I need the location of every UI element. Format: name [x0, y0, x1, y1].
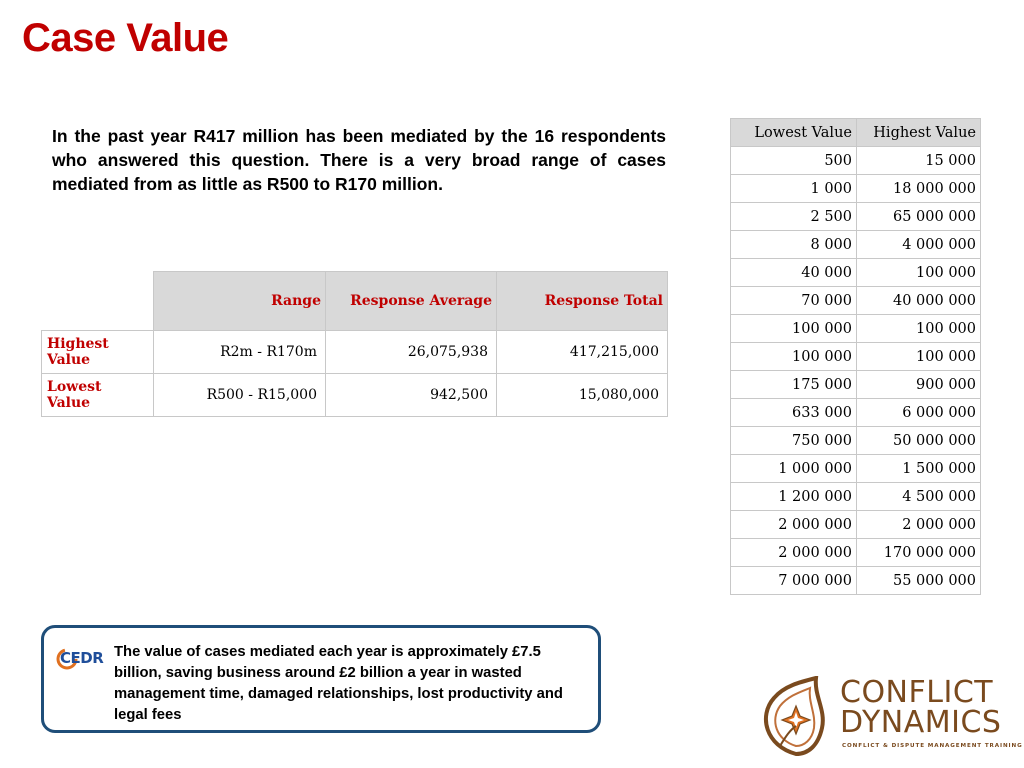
values-cell-lowest: 1 200 000	[731, 483, 857, 511]
values-cell-highest: 50 000 000	[857, 427, 981, 455]
values-cell-highest: 1 500 000	[857, 455, 981, 483]
values-cell-highest: 900 000	[857, 371, 981, 399]
summary-header-range: Range	[154, 272, 326, 331]
brand-name	[840, 675, 1002, 740]
summary-cell-range: R500 - R15,000	[154, 374, 326, 417]
values-cell-highest: 6 000 000	[857, 399, 981, 427]
brand-tagline: CONFLICT & DISPUTE MANAGEMENT TRAINING	[842, 743, 1023, 749]
slide-title: Case Value	[22, 16, 229, 60]
values-cell-lowest: 2 000 000	[731, 539, 857, 567]
values-cell-highest: 18 000 000	[857, 175, 981, 203]
leaf-emblem-icon	[756, 676, 838, 758]
values-cell-highest: 100 000	[857, 259, 981, 287]
values-cell-lowest: 8 000	[731, 231, 857, 259]
summary-header-average: Response Average	[326, 272, 497, 331]
summary-header-blank	[42, 272, 154, 331]
values-row	[731, 203, 981, 231]
values-row	[731, 483, 981, 511]
values-cell-lowest: 175 000	[731, 371, 857, 399]
values-row	[731, 315, 981, 343]
values-cell-lowest: 1 000	[731, 175, 857, 203]
callout-text: The value of cases mediated each year is approximately £7.5 billion, saving business around £2 billion a year in wasted management time, damaged relationships, lost productivity and legal fees	[114, 644, 563, 723]
summary-header-total: Response Total	[497, 272, 668, 331]
summary-cell-average: 26,075,938	[326, 331, 497, 374]
values-cell-lowest: 100 000	[731, 343, 857, 371]
values-row	[731, 455, 981, 483]
values-cell-highest: 4 000 000	[857, 231, 981, 259]
summary-row-highest	[42, 331, 668, 374]
values-cell-lowest: 750 000	[731, 427, 857, 455]
values-row	[731, 231, 981, 259]
summary-row-label: Lowest Value	[42, 374, 154, 417]
summary-cell-total: 15,080,000	[497, 374, 668, 417]
values-cell-highest: 2 000 000	[857, 511, 981, 539]
cedr-logo-text: CEDR	[60, 649, 104, 667]
values-row	[731, 175, 981, 203]
values-cell-highest: 100 000	[857, 343, 981, 371]
values-row	[731, 399, 981, 427]
values-row	[731, 343, 981, 371]
values-cell-lowest: 500	[731, 147, 857, 175]
values-row	[731, 427, 981, 455]
summary-table	[41, 271, 668, 417]
values-cell-highest: 100 000	[857, 315, 981, 343]
values-cell-highest: 15 000	[857, 147, 981, 175]
values-cell-highest: 55 000 000	[857, 567, 981, 595]
summary-cell-range: R2m - R170m	[154, 331, 326, 374]
values-cell-highest: 170 000 000	[857, 539, 981, 567]
cedr-callout-box	[41, 625, 601, 733]
values-table	[730, 118, 981, 595]
brand-line-2: DYNAMICS	[840, 705, 1002, 740]
summary-cell-average: 942,500	[326, 374, 497, 417]
summary-cell-total: 417,215,000	[497, 331, 668, 374]
values-cell-lowest: 70 000	[731, 287, 857, 315]
values-row	[731, 539, 981, 567]
values-row	[731, 371, 981, 399]
brand-line-1: CONFLICT	[840, 675, 994, 710]
values-row	[731, 287, 981, 315]
summary-header-row	[42, 272, 668, 331]
conflict-dynamics-logo	[756, 675, 1023, 758]
values-cell-lowest: 40 000	[731, 259, 857, 287]
values-cell-lowest: 1 000 000	[731, 455, 857, 483]
values-header-highest: Highest Value	[857, 119, 981, 147]
values-header-row	[731, 119, 981, 147]
values-row	[731, 259, 981, 287]
values-row	[731, 567, 981, 595]
values-row	[731, 511, 981, 539]
summary-row-lowest	[42, 374, 668, 417]
values-cell-lowest: 100 000	[731, 315, 857, 343]
summary-row-label: Highest Value	[42, 331, 154, 374]
values-cell-lowest: 7 000 000	[731, 567, 857, 595]
values-cell-highest: 65 000 000	[857, 203, 981, 231]
values-cell-lowest: 2 000 000	[731, 511, 857, 539]
values-row	[731, 147, 981, 175]
values-cell-highest: 4 500 000	[857, 483, 981, 511]
intro-paragraph: In the past year R417 million has been mediated by the 16 respondents who answered this question. There is a very broad range of cases mediated from as little as R500 to R170 million.	[52, 126, 666, 194]
values-cell-highest: 40 000 000	[857, 287, 981, 315]
values-cell-lowest: 633 000	[731, 399, 857, 427]
values-cell-lowest: 2 500	[731, 203, 857, 231]
values-header-lowest: Lowest Value	[731, 119, 857, 147]
values-table-body	[731, 119, 981, 595]
